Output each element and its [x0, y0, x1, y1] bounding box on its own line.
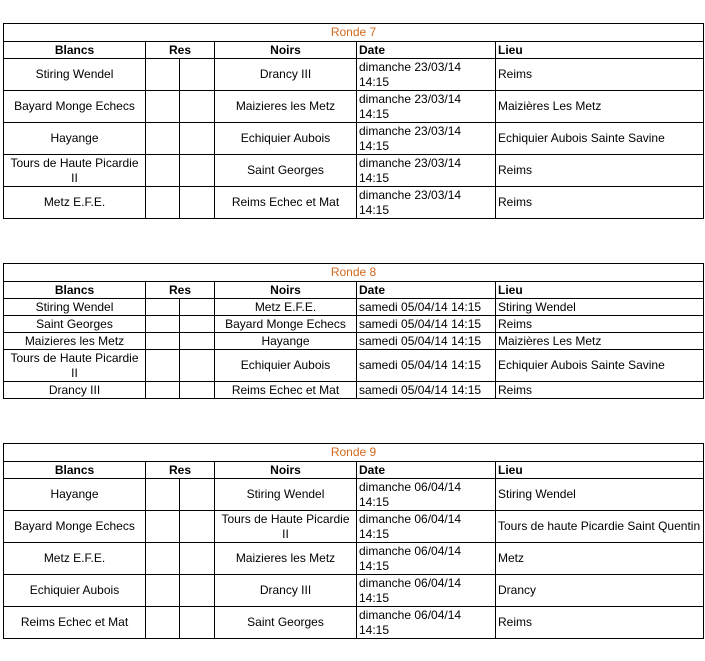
result-black	[180, 575, 215, 607]
result-white	[146, 91, 180, 123]
black-team: Saint Georges	[215, 155, 357, 187]
match-date: dimanche 06/04/14 14:15	[357, 479, 496, 511]
match-date: samedi 05/04/14 14:15	[357, 299, 496, 316]
match-venue: Stiring Wendel	[496, 479, 704, 511]
match-date: dimanche 23/03/14 14:15	[357, 123, 496, 155]
header-lieu: Lieu	[496, 462, 704, 479]
result-white	[146, 575, 180, 607]
table-row	[4, 607, 704, 639]
header-res: Res	[146, 282, 215, 299]
table-row	[4, 511, 704, 543]
white-team: Bayard Monge Echecs	[4, 511, 146, 543]
black-team: Maizieres les Metz	[215, 91, 357, 123]
black-team: Drancy III	[215, 59, 357, 91]
header-lieu: Lieu	[496, 282, 704, 299]
match-venue: Reims	[496, 187, 704, 219]
result-black	[180, 350, 215, 382]
result-white	[146, 607, 180, 639]
round-9-table	[3, 443, 704, 639]
white-team: Drancy III	[4, 382, 146, 399]
result-black	[180, 316, 215, 333]
white-team: Stiring Wendel	[4, 299, 146, 316]
match-venue: Drancy	[496, 575, 704, 607]
match-venue: Metz	[496, 543, 704, 575]
table-row	[4, 91, 704, 123]
result-white	[146, 382, 180, 399]
round-title: Ronde 9	[4, 444, 704, 462]
table-row	[4, 333, 704, 350]
match-date: dimanche 06/04/14 14:15	[357, 543, 496, 575]
match-date: dimanche 06/04/14 14:15	[357, 607, 496, 639]
result-white	[146, 479, 180, 511]
result-black	[180, 59, 215, 91]
result-white	[146, 187, 180, 219]
black-team: Hayange	[215, 333, 357, 350]
result-white	[146, 333, 180, 350]
match-date: samedi 05/04/14 14:15	[357, 382, 496, 399]
match-venue: Maizières Les Metz	[496, 91, 704, 123]
match-date: samedi 05/04/14 14:15	[357, 333, 496, 350]
result-black	[180, 382, 215, 399]
black-team: Stiring Wendel	[215, 479, 357, 511]
white-team: Echiquier Aubois	[4, 575, 146, 607]
match-date: dimanche 23/03/14 14:15	[357, 155, 496, 187]
header-res: Res	[146, 462, 215, 479]
white-team: Tours de Haute Picardie II	[4, 155, 146, 187]
black-team: Maizieres les Metz	[215, 543, 357, 575]
match-date: samedi 05/04/14 14:15	[357, 316, 496, 333]
match-date: dimanche 06/04/14 14:15	[357, 575, 496, 607]
round-7-section	[3, 23, 703, 219]
result-white	[146, 299, 180, 316]
header-blancs: Blancs	[4, 462, 146, 479]
black-team: Echiquier Aubois	[215, 350, 357, 382]
match-venue: Stiring Wendel	[496, 299, 704, 316]
header-res: Res	[146, 42, 215, 59]
table-row	[4, 59, 704, 91]
white-team: Saint Georges	[4, 316, 146, 333]
header-noirs: Noirs	[215, 282, 357, 299]
header-lieu: Lieu	[496, 42, 704, 59]
result-white	[146, 350, 180, 382]
white-team: Stiring Wendel	[4, 59, 146, 91]
match-date: samedi 05/04/14 14:15	[357, 350, 496, 382]
match-venue: Echiquier Aubois Sainte Savine	[496, 123, 704, 155]
round-8-section	[3, 263, 703, 399]
white-team: Tours de Haute Picardie II	[4, 350, 146, 382]
match-venue: Reims	[496, 316, 704, 333]
black-team: Echiquier Aubois	[215, 123, 357, 155]
header-row	[4, 282, 704, 299]
match-venue: Maizières Les Metz	[496, 333, 704, 350]
match-venue: Echiquier Aubois Sainte Savine	[496, 350, 704, 382]
table-row	[4, 299, 704, 316]
result-black	[180, 299, 215, 316]
black-team: Tours de Haute Picardie II	[215, 511, 357, 543]
match-venue: Reims	[496, 382, 704, 399]
header-blancs: Blancs	[4, 282, 146, 299]
white-team: Hayange	[4, 479, 146, 511]
table-row	[4, 575, 704, 607]
white-team: Metz E.F.E.	[4, 187, 146, 219]
result-black	[180, 479, 215, 511]
table-row	[4, 187, 704, 219]
result-white	[146, 155, 180, 187]
header-date: Date	[357, 462, 496, 479]
result-black	[180, 511, 215, 543]
white-team: Bayard Monge Echecs	[4, 91, 146, 123]
white-team: Maizieres les Metz	[4, 333, 146, 350]
black-team: Reims Echec et Mat	[215, 382, 357, 399]
table-row	[4, 155, 704, 187]
table-row	[4, 543, 704, 575]
header-noirs: Noirs	[215, 462, 357, 479]
header-date: Date	[357, 282, 496, 299]
match-date: dimanche 23/03/14 14:15	[357, 91, 496, 123]
header-row	[4, 42, 704, 59]
result-black	[180, 607, 215, 639]
result-white	[146, 511, 180, 543]
result-black	[180, 333, 215, 350]
match-venue: Tours de haute Picardie Saint Quentin	[496, 511, 704, 543]
header-date: Date	[357, 42, 496, 59]
header-noirs: Noirs	[215, 42, 357, 59]
black-team: Metz E.F.E.	[215, 299, 357, 316]
round-8-table	[3, 263, 704, 399]
result-white	[146, 316, 180, 333]
match-date: dimanche 23/03/14 14:15	[357, 59, 496, 91]
result-white	[146, 543, 180, 575]
white-team: Metz E.F.E.	[4, 543, 146, 575]
round-7-table	[3, 23, 704, 219]
match-venue: Reims	[496, 59, 704, 91]
result-white	[146, 59, 180, 91]
round-title: Ronde 8	[4, 264, 704, 282]
table-row	[4, 316, 704, 333]
round-title: Ronde 7	[4, 24, 704, 42]
result-black	[180, 543, 215, 575]
table-row	[4, 350, 704, 382]
table-row	[4, 123, 704, 155]
black-team: Reims Echec et Mat	[215, 187, 357, 219]
header-blancs: Blancs	[4, 42, 146, 59]
result-black	[180, 155, 215, 187]
match-venue: Reims	[496, 155, 704, 187]
result-black	[180, 123, 215, 155]
match-venue: Reims	[496, 607, 704, 639]
white-team: Hayange	[4, 123, 146, 155]
match-date: dimanche 23/03/14 14:15	[357, 187, 496, 219]
white-team: Reims Echec et Mat	[4, 607, 146, 639]
black-team: Drancy III	[215, 575, 357, 607]
black-team: Saint Georges	[215, 607, 357, 639]
table-row	[4, 479, 704, 511]
black-team: Bayard Monge Echecs	[215, 316, 357, 333]
result-black	[180, 187, 215, 219]
result-white	[146, 123, 180, 155]
header-row	[4, 462, 704, 479]
round-9-section	[3, 443, 703, 639]
result-black	[180, 91, 215, 123]
match-date: dimanche 06/04/14 14:15	[357, 511, 496, 543]
table-row	[4, 382, 704, 399]
